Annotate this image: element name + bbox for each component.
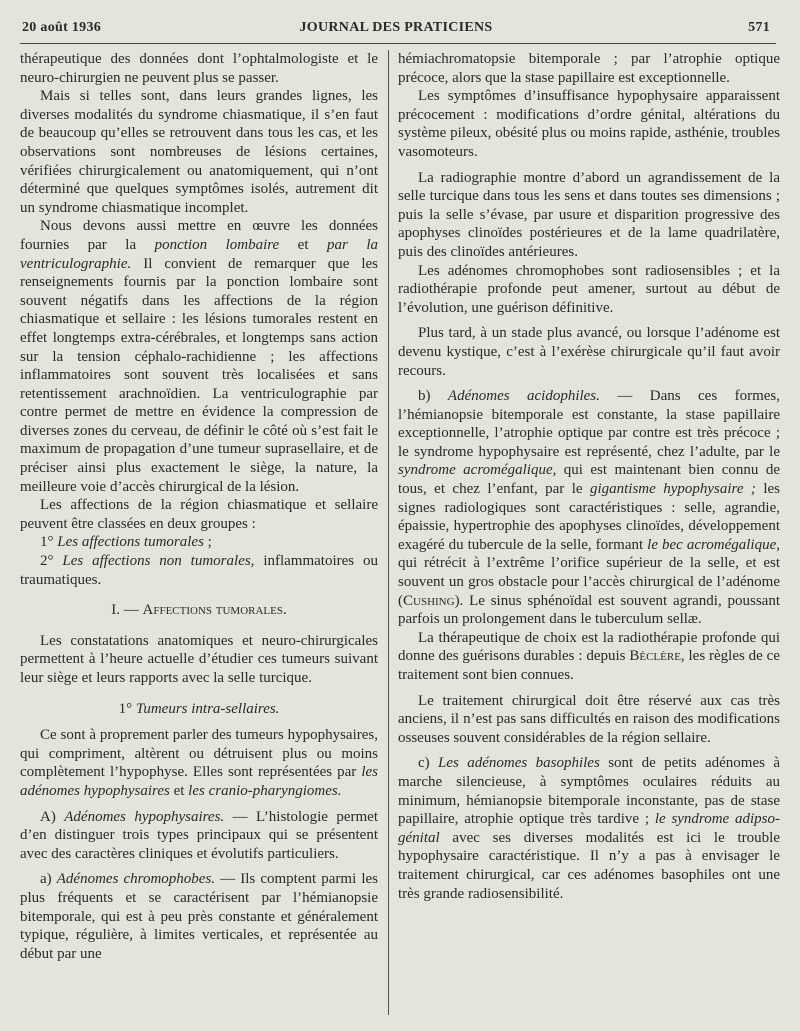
paragraph: Nous devons aussi mettre en œuvre les données fournies par la ponction lombaire et par la ventriculographie. Il convient de remarquer que les renseignements fournis par la ponction lombaire sont souvent négatifs dans les affections de la région chiasmatique et sellaire : les lésions tumorales restent en effet longtemps extra-cérébrales, et longtemps sans action sur la tension céphalo-rachidienne ; les affections inflammatoires sont souvent très localisées et sans retentissement arachnoïdien. La ventriculographie par contre permet de mettre en évidence la compression de diverses zones du cerveau, de définir le côté où s’est fait le maximum de propagation d’une tumeur suprasellaire, et de préciser ainsi plus exactement le siège, la nature, la meilleure voie d’accès chirurgical de la lésion. bbox=[20, 218, 378, 495]
paragraph: Le traitement chirurgical doit être réservé aux cas très anciens, il n’est pas sans difficultés en raison des modifications osseuses souvent considérables de la région sellaire. bbox=[398, 692, 780, 746]
section-heading: I. — Affections tumorales. bbox=[111, 602, 287, 619]
paragraph: hémiachromatopsie bitemporale ; par l’atrophie optique précoce, alors que la stase papillaire est exceptionnelle. bbox=[398, 51, 780, 86]
paragraph: A) Adénomes hypophysaires. — L’histologie permet d’en distinguer trois types principaux qui se présentent avec des caractères cliniques et évolutifs particuliers. bbox=[20, 808, 379, 862]
paragraph: La radiographie montre d’abord un agrandissement de la selle turcique dans tous les sens et dans toutes ses dimensions ; puis la selle s’évase, par usure et disparition progressive des apophyses clinoïdes postérieures et de la lame quadrilatère, puis des clinoïdes antérieures. bbox=[398, 169, 780, 260]
list-item: 2° Les affections non tumorales, inflammatoires ou traumatiques. bbox=[20, 553, 378, 588]
right-column bbox=[398, 50, 780, 903]
paragraph: Ce sont à proprement parler des tumeurs hypophysaires, qui compriment, altèrent ou détruisent plus ou moins complètement l’hypophyse. Elles sont représentées par les adénomes hypophysaires et les cranio-pharyngiomes. bbox=[20, 727, 378, 799]
header-rule bbox=[20, 43, 776, 44]
paragraph: La thérapeutique de choix est la radiothérapie profonde qui donne des guérisons durables : depuis Béclère, les règles de ce traitement sont bien connues. bbox=[398, 629, 780, 683]
subsection-heading: 1° Tumeurs intra-sellaires. bbox=[118, 700, 280, 717]
column-divider bbox=[388, 50, 389, 1015]
paragraph: Plus tard, à un stade plus avancé, ou lorsque l’adénome est devenu kystique, c’est à l’exérèse chirurgicale qu’il faut avoir recours. bbox=[398, 325, 780, 379]
paragraph: c) Les adénomes basophiles sont de petits adénomes à marche silencieuse, à symptômes oculaires réduits au minimum, hémianopsie bitemporale inconstante, pas de stase papillaire, atrophie optique très tardive ; le syndrome adipso-génital avec ses diverses modalités est ici le trouble hypophysaire caractéristique. Il n’y a pas à envisager le traitement chirurgical, car ces adénomes basophiles ont une très grande radiosensibilité. bbox=[398, 755, 781, 902]
paragraph: Les adénomes chromophobes sont radiosensibles ; et la radiothérapie profonde peut amener, surtout au début de l’évolution, une guérison définitive. bbox=[398, 262, 780, 316]
left-column bbox=[20, 50, 378, 963]
paragraph: Les constatations anatomiques et neuro-chirurgicales permettent à l’heure actuelle d’étudier ces tumeurs suivant leur siège et leurs rapports avec la selle turcique. bbox=[20, 632, 378, 686]
paragraph: Mais si telles sont, dans leurs grandes lignes, les diverses modalités du syndrome chiasmatique, il s’en faut de beaucoup qu’elles se retrouvent dans tous les cas, et les observations sont nombreuses de lésions certaines, vérifiées chirurgicalement ou anatomiquement, qui n’ont déterminé que quelques symptômes isolés, autrement dit un syndrome chiasmatique incomplet. bbox=[20, 88, 378, 216]
issue-date: 20 août 1936 bbox=[22, 20, 102, 35]
journal-title: JOURNAL DES PRATICIENS bbox=[299, 20, 493, 35]
paragraph: a) Adénomes chromophobes. — Ils comptent parmi les plus fréquents et se caractérisent par l’hémianopsie bitemporale, qui est à peu près constante et généralement typique, régulière, à limites verticales, et représentée au début par une bbox=[20, 871, 379, 962]
list-item: 1° Les affections tumorales ; bbox=[40, 534, 212, 551]
paragraph: thérapeutique des données dont l’ophtalmologiste et le neuro-chirurgien ne peuvent plus se passer. bbox=[20, 51, 378, 86]
paragraph: b) Adénomes acidophiles. — Dans ces formes, l’hémianopsie bitemporale est constante, la stase papillaire exceptionnelle, l’atrophie optique par contre est très précoce ; le syndrome hypophysaire est représenté, chez l’adulte, par le syndrome acromégalique, qui est maintenant bien connu de tous, et chez l’enfant, par le gigantisme hypophysaire ; les signes radiologiques sont caractéristiques : selle, agrandie, épaissie, hypertrophie des apophyses clinoïdes, développement exagéré du tubercule de la selle, formant le bec acromégalique, qui rétrécit à l’extrême l’orifice supérieur de la selle, et est souvent un gros obstacle pour l’accès chirurgical de l’adénome (Cushing). Le sinus sphénoïdal est souvent agrandi, poussant parfois un prolongement dans le tuberculum sellæ. bbox=[398, 388, 780, 628]
page-number: 571 bbox=[748, 20, 770, 35]
paragraph: Les affections de la région chiasmatique et sellaire peuvent être classées en deux groupes : bbox=[20, 497, 378, 532]
paragraph: Les symptômes d’insuffisance hypophysaire apparaissent précocement : modifications d’ordre génital, altérations du système pileux, obésité plus ou moins rapide, asthénie, troubles vasomoteurs. bbox=[398, 88, 780, 160]
running-header bbox=[22, 14, 770, 40]
